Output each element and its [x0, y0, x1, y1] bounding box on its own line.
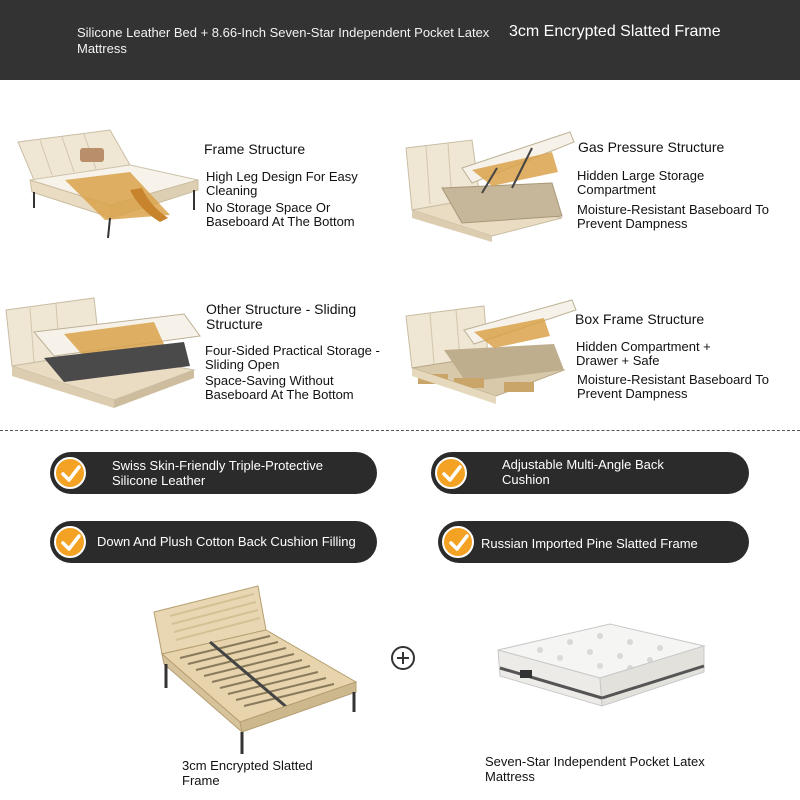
bed-sliding-structure-image	[4, 292, 202, 412]
structure-4-title: Box Frame Structure	[575, 311, 705, 327]
check-icon	[54, 526, 86, 558]
structure-4-line1: Hidden Compartment + Drawer + Safe	[576, 339, 711, 368]
dashed-divider	[0, 430, 800, 431]
structure-2-title: Gas Pressure Structure	[578, 139, 725, 155]
feature-label: Russian Imported Pine Slatted Frame	[481, 536, 698, 551]
structure-3-line1: Four-Sided Practical Storage - Sliding Open	[205, 343, 380, 372]
check-icon	[442, 526, 474, 558]
feature-label: Adjustable Multi-Angle Back Cushion	[502, 457, 664, 487]
slatted-frame-image	[150, 582, 362, 757]
plus-icon	[391, 646, 415, 670]
structure-3-line2: Space-Saving Without Baseboard At The Bottom	[205, 373, 354, 402]
feature-label: Swiss Skin-Friendly Triple-Protective Silicone Leather	[112, 458, 323, 488]
structure-4-line2: Moisture-Resistant Baseboard To Prevent Dampness	[577, 372, 769, 401]
header-frame-title: 3cm Encrypted Slatted Frame	[509, 23, 721, 40]
structure-3-title: Other Structure - Sliding Structure	[206, 301, 357, 332]
feature-pill-silicone-leather	[50, 452, 377, 494]
structure-2-line1: Hidden Large Storage Compartment	[577, 168, 705, 197]
header-bar	[0, 0, 800, 80]
structure-1-line2: No Storage Space Or Baseboard At The Bottom	[206, 200, 355, 229]
structure-2-line2: Moisture-Resistant Baseboard To Prevent Dampness	[577, 202, 769, 231]
mattress-image	[490, 620, 710, 712]
mattress-caption: Seven-Star Independent Pocket Latex Mattress	[485, 754, 705, 784]
feature-label: Down And Plush Cotton Back Cushion Filling	[97, 534, 356, 549]
structure-1-line1: High Leg Design For Easy Cleaning	[206, 169, 358, 198]
bed-box-frame-image	[404, 296, 578, 406]
header-product-title: Silicone Leather Bed + 8.66-Inch Seven-Star Independent Pocket Latex Mattress	[77, 25, 490, 56]
bed-gas-pressure-image	[402, 128, 578, 243]
check-icon	[54, 457, 86, 489]
feature-pill-cushion-filling	[50, 521, 377, 563]
structure-1-title: Frame Structure	[204, 141, 306, 157]
frame-caption: 3cm Encrypted Slatted Frame	[182, 758, 313, 788]
bed-frame-structure-image	[10, 120, 202, 245]
feature-pill-pine-frame	[438, 521, 749, 563]
check-icon	[435, 457, 467, 489]
feature-pill-back-cushion	[431, 452, 749, 494]
